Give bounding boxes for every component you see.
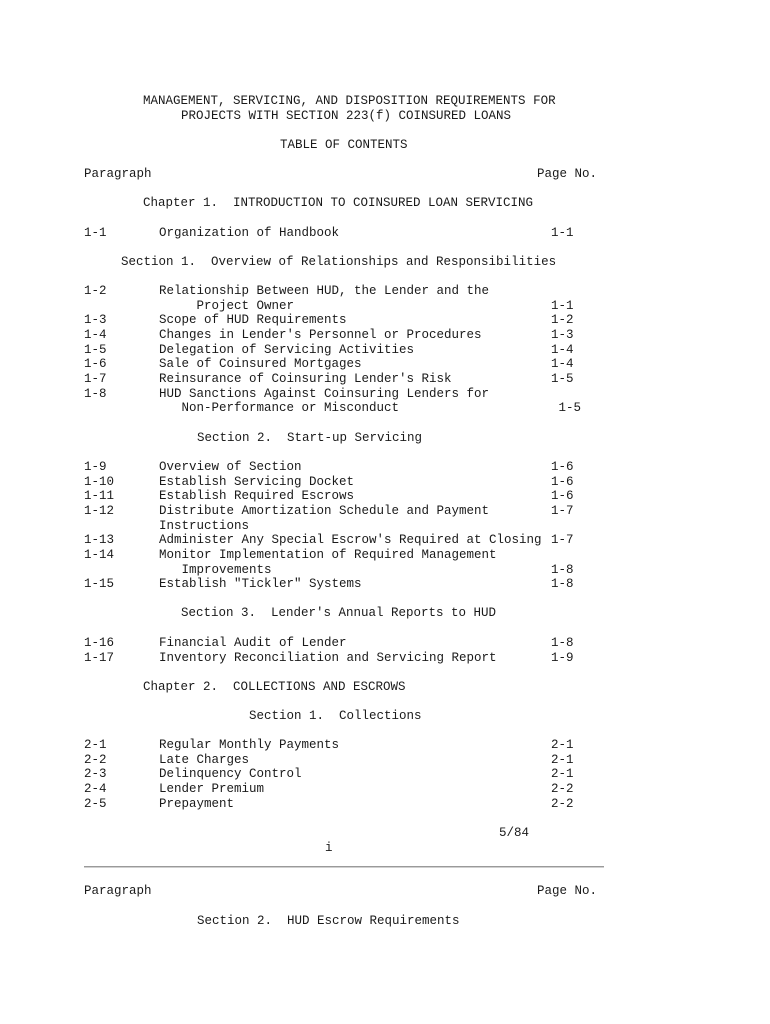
paragraph-number: 1-10 xyxy=(84,474,115,489)
paragraph-title: Establish Servicing Docket xyxy=(159,474,355,489)
page-divider xyxy=(84,866,604,868)
section-3-heading: Section 3. Lender's Annual Reports to HUD xyxy=(181,606,497,620)
paragraph-number: 1-1 xyxy=(84,226,107,240)
page-number: 2-2 xyxy=(551,796,574,811)
paragraph-title: Non-Performance or Misconduct xyxy=(159,401,400,416)
paragraph-title: Improvements xyxy=(159,562,272,577)
chapter-1-heading: Chapter 1. INTRODUCTION TO COINSURED LOAN SERVICING xyxy=(143,196,534,210)
paragraph-title: Administer Any Special Escrow's Required at Closing xyxy=(159,533,542,548)
paragraph-number: 1-9 xyxy=(84,460,107,474)
paragraph-title: Changes in Lender's Personnel or Procedures xyxy=(159,327,482,342)
paragraph-title: Delinquency Control xyxy=(159,767,302,782)
paragraph-number: 2-4 xyxy=(84,782,107,796)
page-number: 1-8 xyxy=(551,636,574,650)
paragraph-title: Instructions xyxy=(159,518,250,533)
page-number: 1-3 xyxy=(551,327,574,342)
page-number: 1-4 xyxy=(551,342,574,357)
page-number: 1-7 xyxy=(551,533,574,548)
paragraph-number: 1-2 xyxy=(84,284,107,298)
paragraph-number: 1-4 xyxy=(84,327,107,342)
page-number: 1-1 xyxy=(551,226,574,240)
page-number: 2-1 xyxy=(551,752,574,767)
paragraph-title: Scope of HUD Requirements xyxy=(159,313,347,328)
page-number: 1-9 xyxy=(551,650,574,665)
page-number: 2-2 xyxy=(551,782,574,796)
paragraph-title: Establish Required Escrows xyxy=(159,489,355,504)
paragraph-title: Delegation of Servicing Activities xyxy=(159,342,415,357)
column-header-paragraph-next: Paragraph xyxy=(84,884,152,898)
paragraph-number: 1-11 xyxy=(84,489,115,504)
paragraph-title: Project Owner xyxy=(159,298,295,313)
footer-page-number: i xyxy=(325,841,333,855)
page-number: 1-8 xyxy=(551,562,574,577)
page-number: 1-5 xyxy=(551,371,574,386)
column-header-paragraph: Paragraph xyxy=(84,167,152,181)
page-number: 2-1 xyxy=(551,738,574,752)
paragraph-title: Reinsurance of Coinsuring Lender's Risk xyxy=(159,371,452,386)
paragraph-title: Inventory Reconciliation and Servicing Report xyxy=(159,650,497,665)
section-2-heading: Section 2. Start-up Servicing xyxy=(197,431,423,445)
page-number: 1-8 xyxy=(551,577,574,592)
paragraph-number: 2-5 xyxy=(84,796,107,811)
page-number: 2-1 xyxy=(551,767,574,782)
chapter-2-heading: Chapter 2. COLLECTIONS AND ESCROWS xyxy=(143,680,406,694)
paragraph-title: Financial Audit of Lender xyxy=(159,636,347,650)
document-title-line-2: PROJECTS WITH SECTION 223(f) COINSURED LOANS xyxy=(181,109,512,123)
paragraph-title: Organization of Handbook xyxy=(159,226,340,240)
paragraph-title: Relationship Between HUD, the Lender and the xyxy=(159,284,490,298)
paragraph-number: 1-12 xyxy=(84,503,115,518)
paragraph-title: Late Charges xyxy=(159,752,250,767)
paragraph-number: 1-16 xyxy=(84,636,115,650)
section-1-heading: Section 1. Overview of Relationships and Responsibilities xyxy=(121,255,557,269)
paragraph-title: Monitor Implementation of Required Management xyxy=(159,547,497,562)
toc-heading: TABLE OF CONTENTS xyxy=(280,138,408,152)
paragraph-number: 1-6 xyxy=(84,357,107,372)
paragraph-number: 1-8 xyxy=(84,386,107,401)
paragraph-number: 1-15 xyxy=(84,577,115,592)
paragraph-number: 2-2 xyxy=(84,752,107,767)
column-header-page: Page No. xyxy=(537,167,598,181)
document-title-line-1: MANAGEMENT, SERVICING, AND DISPOSITION REQUIREMENTS FOR xyxy=(143,94,556,108)
page-number: 1-2 xyxy=(551,313,574,328)
page-number: 1-5 xyxy=(551,401,582,416)
paragraph-title: Lender Premium xyxy=(159,782,265,796)
column-header-page-next: Page No. xyxy=(537,884,598,898)
paragraph-title: Regular Monthly Payments xyxy=(159,738,340,752)
paragraph-title: HUD Sanctions Against Coinsuring Lenders for xyxy=(159,386,490,401)
paragraph-number: 2-1 xyxy=(84,738,107,752)
chapter-2-section-1-heading: Section 1. Collections xyxy=(249,709,422,723)
page-number: 1-6 xyxy=(551,474,574,489)
page-number: 1-6 xyxy=(551,489,574,504)
paragraph-number: 1-7 xyxy=(84,371,107,386)
paragraph-title: Prepayment xyxy=(159,796,235,811)
paragraph-title: Sale of Coinsured Mortgages xyxy=(159,357,362,372)
footer-date: 5/84 xyxy=(499,826,530,840)
paragraph-title: Distribute Amortization Schedule and Payment xyxy=(159,503,490,518)
page-number: 1-6 xyxy=(551,460,574,474)
paragraph-number: 1-14 xyxy=(84,547,115,562)
page-number: 1-7 xyxy=(551,503,574,518)
next-section-heading: Section 2. HUD Escrow Requirements xyxy=(197,914,460,928)
page-number: 1-4 xyxy=(551,357,574,372)
paragraph-title: Establish "Tickler" Systems xyxy=(159,577,362,592)
paragraph-number: 1-5 xyxy=(84,342,107,357)
paragraph-number: 1-17 xyxy=(84,650,115,665)
page-number: 1-1 xyxy=(551,298,574,313)
paragraph-number: 1-3 xyxy=(84,313,107,328)
paragraph-number: 1-13 xyxy=(84,533,115,548)
paragraph-title: Overview of Section xyxy=(159,460,302,474)
paragraph-number: 2-3 xyxy=(84,767,107,782)
